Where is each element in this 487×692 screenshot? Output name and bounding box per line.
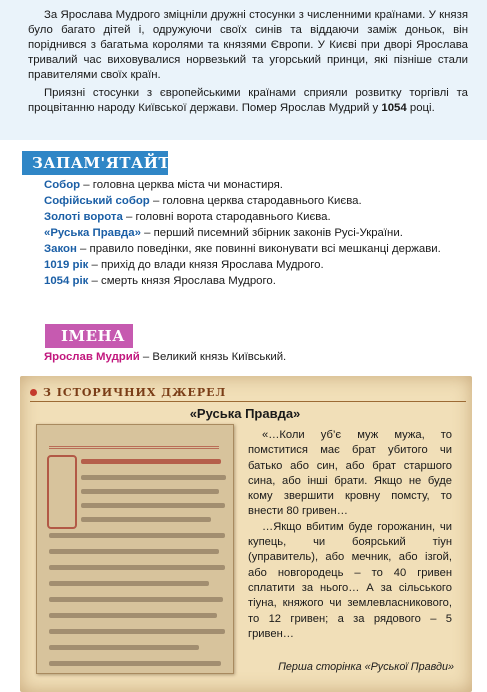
- quote-paragraph-1: «…Коли уб’є муж мужа, то помститися має брат убитого чи батько або син, або брат старшого сина, або інші брати. Якщо не буде кому звершити кровну помсту, то внести 80 гривен…: [248, 429, 452, 518]
- image-caption: Перша сторінка «Руської Правди»: [278, 661, 454, 673]
- manuscript-line: [81, 459, 221, 464]
- glossary-item: [44, 257, 468, 273]
- glossary-term: Золоті ворота: [44, 211, 123, 223]
- glossary-definition: – головні ворота стародавнього Києва.: [122, 211, 331, 223]
- source-quote: [248, 428, 452, 642]
- glossary-term: Софійський собор: [44, 195, 150, 207]
- manuscript-line: [49, 629, 225, 634]
- glossary-term: Собор: [44, 179, 81, 191]
- intro-paragraph-2-text: Приязні стосунки з європейськими країнами сприяли розвитку торгівлі та процвітанню народу Київської держави. Помер Ярослав Мудрий у: [28, 87, 468, 114]
- glossary-term: «Руська Правда»: [44, 227, 141, 239]
- glossary-term: 1054 рік: [44, 275, 89, 287]
- manuscript-line: [49, 597, 223, 602]
- manuscript-line: [81, 517, 211, 522]
- manuscript-initial: [47, 455, 77, 529]
- manuscript-line: [49, 565, 225, 570]
- names-item: [44, 349, 468, 365]
- glossary-definition: – смерть князя Ярослава Мудрого.: [88, 275, 276, 287]
- glossary-item: [44, 193, 468, 209]
- death-year: 1054: [381, 102, 407, 114]
- manuscript-line: [81, 489, 219, 494]
- quote-paragraph-2: …Якщо вбитим буде горожанин, чи купець, чи боярський тіун (управитель), або мечник, або ізгой, або новгородець – то 40 гривен сплатити за нього… А за сільського тіуна, княжого чи землевласникового, то 12 гривен; а за рядового – 5 гривен…: [248, 520, 452, 640]
- glossary-definition: – головна церква стародавнього Києва.: [149, 195, 362, 207]
- intro-paragraph-1: За Ярослава Мудрого зміцніли дружні стосунки з численними країнами. У князя було багато дітей і, одружуючи своїх синів та віддаючи заміж доньок, він поріднився з багатьма королями та князями Європи. У Києві при дворі Ярослава тривалий час виховувалися норвезький та угорський принци, які пізніше стали правителями своїх країн.: [28, 9, 468, 81]
- glossary-definition: – правило поведінки, яке повинні виконувати всі мешканці держави.: [76, 243, 441, 255]
- manuscript-line: [49, 645, 199, 650]
- intro-paragraph-2: [28, 86, 468, 116]
- names-heading: ІМЕНА: [45, 324, 133, 348]
- intro-text: [28, 8, 468, 116]
- manuscript-line: [49, 533, 225, 538]
- manuscript-line: [49, 581, 209, 586]
- glossary-item: [44, 177, 468, 193]
- source-label: З ІСТОРИЧНИХ ДЖЕРЕЛ: [43, 385, 227, 399]
- source-header: [30, 383, 226, 401]
- remember-heading: ЗАПАМ'ЯТАЙТЕ: [22, 151, 168, 175]
- manuscript-line: [49, 613, 217, 618]
- manuscript-ornament: [49, 437, 219, 449]
- manuscript-line: [81, 503, 225, 508]
- name-term: Ярослав Мудрий: [44, 351, 140, 363]
- glossary-term: Закон: [44, 243, 77, 255]
- glossary-definition: – перший писемний збірник законів Русі-України.: [140, 227, 403, 239]
- source-divider: [30, 401, 466, 402]
- glossary-definition: – головна церква міста чи монастиря.: [80, 179, 283, 191]
- glossary-term: 1019 рік: [44, 259, 89, 271]
- manuscript-line: [49, 661, 221, 666]
- glossary-item: [44, 209, 468, 225]
- glossary-item: [44, 225, 468, 241]
- glossary-item: [44, 273, 468, 289]
- glossary-item: [44, 241, 468, 257]
- name-definition: – Великий князь Київський.: [139, 351, 287, 363]
- manuscript-line: [81, 475, 226, 480]
- bullet-icon: [30, 389, 37, 396]
- manuscript-image: [36, 424, 234, 674]
- source-title: «Руська Правда»: [189, 406, 301, 421]
- glossary-list: [44, 177, 468, 289]
- intro-paragraph-2-end: році.: [406, 102, 435, 114]
- manuscript-line: [49, 549, 219, 554]
- glossary-definition: – прихід до влади князя Ярослава Мудрого.: [88, 259, 324, 271]
